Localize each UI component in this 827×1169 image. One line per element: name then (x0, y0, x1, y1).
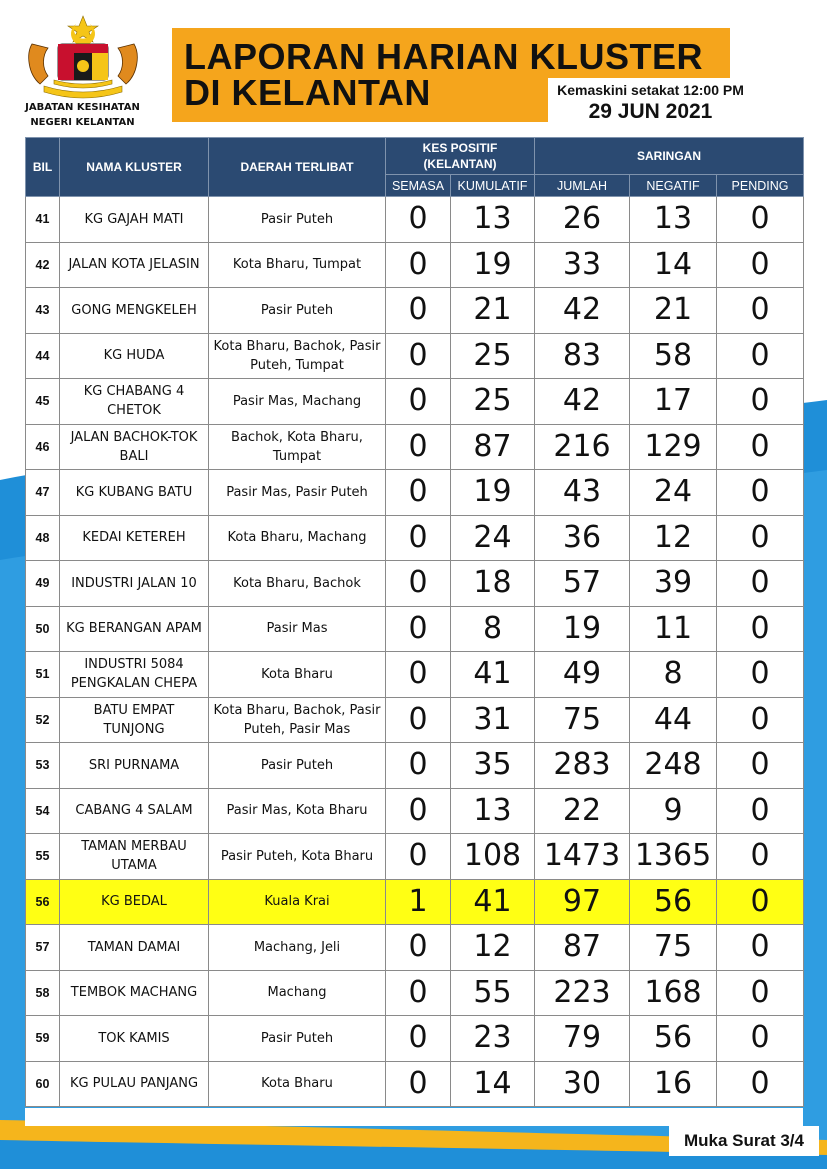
cell-pending: 0 (717, 606, 804, 652)
table-row (26, 925, 804, 971)
cell-jumlah: 19 (535, 606, 630, 652)
cell-semasa: 0 (386, 333, 451, 379)
cell-nama-kluster: INDUSTRI 5084 PENGKALAN CHEPA (60, 652, 209, 698)
cell-semasa: 0 (386, 834, 451, 880)
cell-pending: 0 (717, 333, 804, 379)
cell-jumlah: 79 (535, 1016, 630, 1062)
cell-pending: 0 (717, 652, 804, 698)
table-row (26, 788, 804, 834)
cell-nama-kluster: KEDAI KETEREH (60, 515, 209, 561)
header-daerah-terlibat: DAERAH TERLIBAT (209, 138, 386, 197)
cell-bil: 46 (26, 424, 60, 470)
cell-nama-kluster: KG BEDAL (60, 879, 209, 925)
cell-semasa: 0 (386, 1061, 451, 1107)
table-row (26, 424, 804, 470)
header-jumlah: JUMLAH (535, 175, 630, 197)
cell-kumulatif: 12 (451, 925, 535, 971)
cell-daerah-terlibat: Kota Bharu, Bachok, Pasir Puteh, Tumpat (209, 333, 386, 379)
cell-negatif: 1365 (630, 834, 717, 880)
cell-bil: 53 (26, 743, 60, 789)
cell-semasa: 0 (386, 652, 451, 698)
cell-bil: 58 (26, 970, 60, 1016)
cell-daerah-terlibat: Kota Bharu, Bachok, Pasir Puteh, Pasir Mas (209, 697, 386, 743)
cell-negatif: 14 (630, 242, 717, 288)
table-row (26, 470, 804, 516)
malaysia-coat-of-arms-icon (18, 14, 148, 100)
cell-bil: 50 (26, 606, 60, 652)
cell-jumlah: 42 (535, 288, 630, 334)
cell-negatif: 17 (630, 379, 717, 425)
table-row (26, 879, 804, 925)
cell-semasa: 0 (386, 606, 451, 652)
cell-negatif: 56 (630, 879, 717, 925)
cell-daerah-terlibat: Pasir Puteh (209, 288, 386, 334)
cell-kumulatif: 87 (451, 424, 535, 470)
cell-daerah-terlibat: Pasir Mas (209, 606, 386, 652)
department-name (0, 100, 165, 130)
cell-kumulatif: 55 (451, 970, 535, 1016)
cell-jumlah: 216 (535, 424, 630, 470)
cell-negatif: 75 (630, 925, 717, 971)
cell-jumlah: 57 (535, 561, 630, 607)
cell-pending: 0 (717, 743, 804, 789)
cell-kumulatif: 19 (451, 242, 535, 288)
cell-bil: 52 (26, 697, 60, 743)
cell-nama-kluster: TOK KAMIS (60, 1016, 209, 1062)
cell-semasa: 0 (386, 1016, 451, 1062)
cell-negatif: 129 (630, 424, 717, 470)
cell-jumlah: 22 (535, 788, 630, 834)
cell-bil: 45 (26, 379, 60, 425)
cell-nama-kluster: BATU EMPAT TUNJONG (60, 697, 209, 743)
header-negatif: NEGATIF (630, 175, 717, 197)
cell-negatif: 8 (630, 652, 717, 698)
header-nama-kluster: NAMA KLUSTER (60, 138, 209, 197)
table-row (26, 1061, 804, 1107)
cell-semasa: 0 (386, 970, 451, 1016)
cell-daerah-terlibat: Machang, Jeli (209, 925, 386, 971)
table-row (26, 197, 804, 243)
cell-negatif: 56 (630, 1016, 717, 1062)
cell-bil: 57 (26, 925, 60, 971)
cell-nama-kluster: TEMBOK MACHANG (60, 970, 209, 1016)
cell-pending: 0 (717, 470, 804, 516)
cell-negatif: 44 (630, 697, 717, 743)
cell-daerah-terlibat: Bachok, Kota Bharu, Tumpat (209, 424, 386, 470)
cell-daerah-terlibat: Pasir Puteh (209, 1016, 386, 1062)
cell-daerah-terlibat: Pasir Puteh (209, 743, 386, 789)
cell-kumulatif: 41 (451, 879, 535, 925)
cell-kumulatif: 25 (451, 333, 535, 379)
cell-negatif: 39 (630, 561, 717, 607)
update-date: 29 JUN 2021 (588, 100, 713, 123)
cell-bil: 49 (26, 561, 60, 607)
cell-kumulatif: 24 (451, 515, 535, 561)
cell-semasa: 0 (386, 288, 451, 334)
cell-kumulatif: 19 (451, 470, 535, 516)
cell-daerah-terlibat: Machang (209, 970, 386, 1016)
cell-pending: 0 (717, 242, 804, 288)
department-line-2: NEGERI KELANTAN (30, 117, 135, 128)
cell-semasa: 0 (386, 379, 451, 425)
cell-jumlah: 1473 (535, 834, 630, 880)
cell-pending: 0 (717, 424, 804, 470)
cell-semasa: 1 (386, 879, 451, 925)
cell-bil: 41 (26, 197, 60, 243)
cell-pending: 0 (717, 515, 804, 561)
cell-nama-kluster: CABANG 4 SALAM (60, 788, 209, 834)
page-number: Muka Surat 3/4 (669, 1126, 819, 1156)
cell-nama-kluster: KG HUDA (60, 333, 209, 379)
cell-pending: 0 (717, 561, 804, 607)
header-bil: BIL (26, 138, 60, 197)
header-pending: PENDING (717, 175, 804, 197)
table-row (26, 242, 804, 288)
cell-daerah-terlibat: Kota Bharu, Bachok (209, 561, 386, 607)
cell-bil: 59 (26, 1016, 60, 1062)
cell-nama-kluster: JALAN BACHOK-TOK BALI (60, 424, 209, 470)
cell-negatif: 21 (630, 288, 717, 334)
cell-kumulatif: 13 (451, 788, 535, 834)
table-row (26, 743, 804, 789)
cell-jumlah: 36 (535, 515, 630, 561)
cell-kumulatif: 18 (451, 561, 535, 607)
cell-nama-kluster: GONG MENGKELEH (60, 288, 209, 334)
cell-negatif: 58 (630, 333, 717, 379)
cell-bil: 60 (26, 1061, 60, 1107)
cell-semasa: 0 (386, 424, 451, 470)
cell-nama-kluster: KG KUBANG BATU (60, 470, 209, 516)
report-title-line-2: DI KELANTAN (184, 72, 431, 113)
table-row (26, 561, 804, 607)
cell-kumulatif: 25 (451, 379, 535, 425)
cell-nama-kluster: TAMAN DAMAI (60, 925, 209, 971)
table-row (26, 652, 804, 698)
cell-bil: 42 (26, 242, 60, 288)
cell-jumlah: 83 (535, 333, 630, 379)
cell-kumulatif: 13 (451, 197, 535, 243)
cell-kumulatif: 31 (451, 697, 535, 743)
cell-daerah-terlibat: Kota Bharu (209, 1061, 386, 1107)
cell-pending: 0 (717, 879, 804, 925)
cell-daerah-terlibat: Pasir Mas, Machang (209, 379, 386, 425)
header-saringan: SARINGAN (535, 138, 804, 175)
cell-negatif: 24 (630, 470, 717, 516)
cell-daerah-terlibat: Kota Bharu, Machang (209, 515, 386, 561)
cell-semasa: 0 (386, 788, 451, 834)
cell-jumlah: 43 (535, 470, 630, 516)
cell-kumulatif: 41 (451, 652, 535, 698)
cell-semasa: 0 (386, 561, 451, 607)
cell-daerah-terlibat: Kota Bharu, Tumpat (209, 242, 386, 288)
cell-bil: 47 (26, 470, 60, 516)
cell-pending: 0 (717, 1016, 804, 1062)
cell-negatif: 12 (630, 515, 717, 561)
cell-daerah-terlibat: Pasir Puteh (209, 197, 386, 243)
header-semasa: SEMASA (386, 175, 451, 197)
cell-nama-kluster: TAMAN MERBAU UTAMA (60, 834, 209, 880)
cell-nama-kluster: JALAN KOTA JELASIN (60, 242, 209, 288)
cell-daerah-terlibat: Pasir Mas, Kota Bharu (209, 788, 386, 834)
cell-nama-kluster: SRI PURNAMA (60, 743, 209, 789)
cell-kumulatif: 14 (451, 1061, 535, 1107)
cell-semasa: 0 (386, 925, 451, 971)
header-kes-positif-line-1: KES POSITIF (422, 141, 498, 155)
table-row (26, 834, 804, 880)
cell-bil: 44 (26, 333, 60, 379)
cell-semasa: 0 (386, 242, 451, 288)
cell-nama-kluster: KG GAJAH MATI (60, 197, 209, 243)
cell-jumlah: 283 (535, 743, 630, 789)
cell-bil: 51 (26, 652, 60, 698)
cell-semasa: 0 (386, 197, 451, 243)
cell-negatif: 168 (630, 970, 717, 1016)
cell-jumlah: 33 (535, 242, 630, 288)
cluster-table (25, 137, 804, 1107)
cell-pending: 0 (717, 970, 804, 1016)
cell-bil: 48 (26, 515, 60, 561)
cell-negatif: 13 (630, 197, 717, 243)
cell-pending: 0 (717, 288, 804, 334)
cell-bil: 55 (26, 834, 60, 880)
cell-kumulatif: 23 (451, 1016, 535, 1062)
cell-semasa: 0 (386, 515, 451, 561)
cell-semasa: 0 (386, 470, 451, 516)
cluster-table-body (26, 197, 804, 1107)
cell-negatif: 11 (630, 606, 717, 652)
cell-pending: 0 (717, 834, 804, 880)
cell-kumulatif: 8 (451, 606, 535, 652)
cell-negatif: 248 (630, 743, 717, 789)
department-line-1: JABATAN KESIHATAN (25, 102, 140, 113)
cell-pending: 0 (717, 697, 804, 743)
cell-kumulatif: 35 (451, 743, 535, 789)
cell-pending: 0 (717, 379, 804, 425)
cell-jumlah: 30 (535, 1061, 630, 1107)
cell-jumlah: 223 (535, 970, 630, 1016)
cell-pending: 0 (717, 1061, 804, 1107)
table-row (26, 333, 804, 379)
cell-nama-kluster: INDUSTRI JALAN 10 (60, 561, 209, 607)
table-row (26, 1016, 804, 1062)
cell-nama-kluster: KG CHABANG 4 CHETOK (60, 379, 209, 425)
cell-pending: 0 (717, 925, 804, 971)
table-footer-strip (25, 1108, 803, 1126)
header-kumulatif: KUMULATIF (451, 175, 535, 197)
cell-pending: 0 (717, 788, 804, 834)
cell-jumlah: 75 (535, 697, 630, 743)
cell-daerah-terlibat: Kota Bharu (209, 652, 386, 698)
update-label: Kemaskini setakat 12:00 PM (557, 82, 744, 98)
cell-negatif: 16 (630, 1061, 717, 1107)
cell-jumlah: 26 (535, 197, 630, 243)
cell-bil: 56 (26, 879, 60, 925)
cell-jumlah: 42 (535, 379, 630, 425)
cell-daerah-terlibat: Pasir Puteh, Kota Bharu (209, 834, 386, 880)
cell-negatif: 9 (630, 788, 717, 834)
report-title-line-1: LAPORAN HARIAN KLUSTER (184, 36, 703, 77)
cell-jumlah: 87 (535, 925, 630, 971)
cell-kumulatif: 108 (451, 834, 535, 880)
update-info-box (548, 78, 753, 126)
table-row (26, 515, 804, 561)
cell-jumlah: 97 (535, 879, 630, 925)
cell-semasa: 0 (386, 697, 451, 743)
header-kes-positif-line-2: (KELANTAN) (423, 157, 497, 171)
cell-nama-kluster: KG PULAU PANJANG (60, 1061, 209, 1107)
cell-daerah-terlibat: Kuala Krai (209, 879, 386, 925)
cell-jumlah: 49 (535, 652, 630, 698)
cell-bil: 43 (26, 288, 60, 334)
cluster-table-container (25, 137, 803, 1107)
header-kes-positif (386, 138, 535, 175)
table-row (26, 379, 804, 425)
cell-kumulatif: 21 (451, 288, 535, 334)
table-row (26, 970, 804, 1016)
table-row (26, 697, 804, 743)
cell-nama-kluster: KG BERANGAN APAM (60, 606, 209, 652)
cell-pending: 0 (717, 197, 804, 243)
cell-semasa: 0 (386, 743, 451, 789)
table-row (26, 606, 804, 652)
table-row (26, 288, 804, 334)
cell-daerah-terlibat: Pasir Mas, Pasir Puteh (209, 470, 386, 516)
cell-bil: 54 (26, 788, 60, 834)
